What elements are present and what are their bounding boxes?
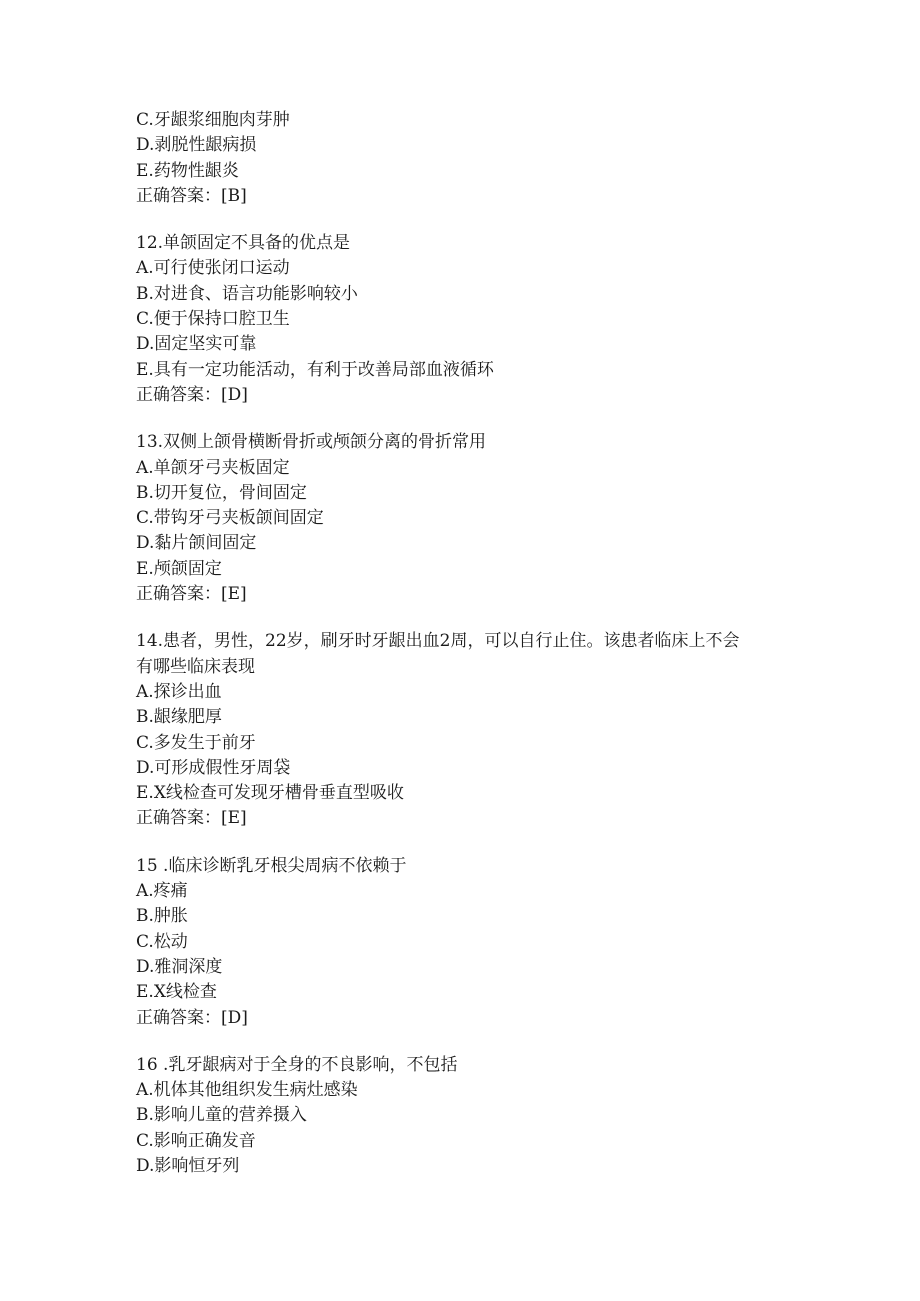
answer-prev: 正确答案：[B] (136, 185, 247, 206)
question-12-option-b: B.对进食、语言功能影响较小 (136, 283, 358, 304)
question-12-stem: 12.单颌固定不具备的优点是 (136, 233, 351, 254)
question-14-stem-line1: 14.患者，男性，22岁，刷牙时牙龈出血2周，可以自行止住。该患者临床上不会 (136, 631, 740, 652)
question-16-option-b: B.影响儿童的营养摄入 (136, 1105, 307, 1126)
question-15-option-b: B.肿胀 (136, 906, 188, 927)
question-14-option-c: C.多发生于前牙 (136, 732, 256, 753)
question-12-option-d: D.固定坚实可靠 (136, 334, 257, 355)
spacer (136, 832, 796, 854)
question-15-option-a: A.疼痛 (136, 881, 188, 902)
question-16-option-c: C.影响正确发音 (136, 1130, 256, 1151)
question-14-stem-line2: 有哪些临床表现 (136, 656, 255, 677)
question-13-option-c: C.带钩牙弓夹板颌间固定 (136, 508, 324, 529)
question-13-answer: 正确答案：[E] (136, 584, 247, 605)
question-16-option-d: D.影响恒牙列 (136, 1155, 240, 1176)
question-14-answer: 正确答案：[E] (136, 808, 247, 829)
question-16-stem: 16 .乳牙龈病对于全身的不良影响，不包括 (136, 1054, 458, 1075)
spacer (136, 408, 796, 430)
question-13-option-d: D.黏片颌间固定 (136, 533, 257, 554)
question-12-option-e: E.具有一定功能活动，有利于改善局部血液循环 (136, 359, 494, 380)
question-15-stem: 15 .临床诊断乳牙根尖周病不依赖于 (136, 855, 407, 876)
question-15-option-c: C.松动 (136, 931, 188, 952)
question-13-option-e: E.颅颌固定 (136, 558, 222, 579)
question-12-option-a: A.可行使张闭口运动 (136, 258, 290, 279)
spacer (136, 1031, 796, 1053)
question-14-option-b: B.龈缘肥厚 (136, 707, 222, 728)
question-13-option-b: B.切开复位，骨间固定 (136, 482, 307, 503)
question-15-option-d: D.雅洞深度 (136, 956, 223, 977)
spacer (136, 209, 796, 231)
option-prev-c: C.牙龈浆细胞肉芽肿 (136, 110, 290, 130)
question-12-answer: 正确答案：[D] (136, 384, 248, 405)
question-15-answer: 正确答案：[D] (136, 1007, 248, 1028)
question-13-option-a: A.单颌牙弓夹板固定 (136, 457, 290, 478)
spacer (136, 607, 796, 629)
option-prev-e: E.药物性龈炎 (136, 160, 239, 181)
question-14-option-d: D.可形成假性牙周袋 (136, 757, 291, 778)
document-page (136, 108, 796, 1179)
option-prev-d: D.剥脱性龈病损 (136, 135, 257, 156)
question-15-option-e: E.X线检查 (136, 982, 217, 1003)
question-16-option-a: A.机体其他组织发生病灶感染 (136, 1080, 358, 1101)
question-14-option-e: E.X线检查可发现牙槽骨垂直型吸收 (136, 783, 404, 804)
question-14-option-a: A.探诊出血 (136, 681, 222, 702)
question-12-option-c: C.便于保持口腔卫生 (136, 309, 290, 330)
question-13-stem: 13.双侧上颌骨横断骨折或颅颌分离的骨折常用 (136, 432, 487, 453)
